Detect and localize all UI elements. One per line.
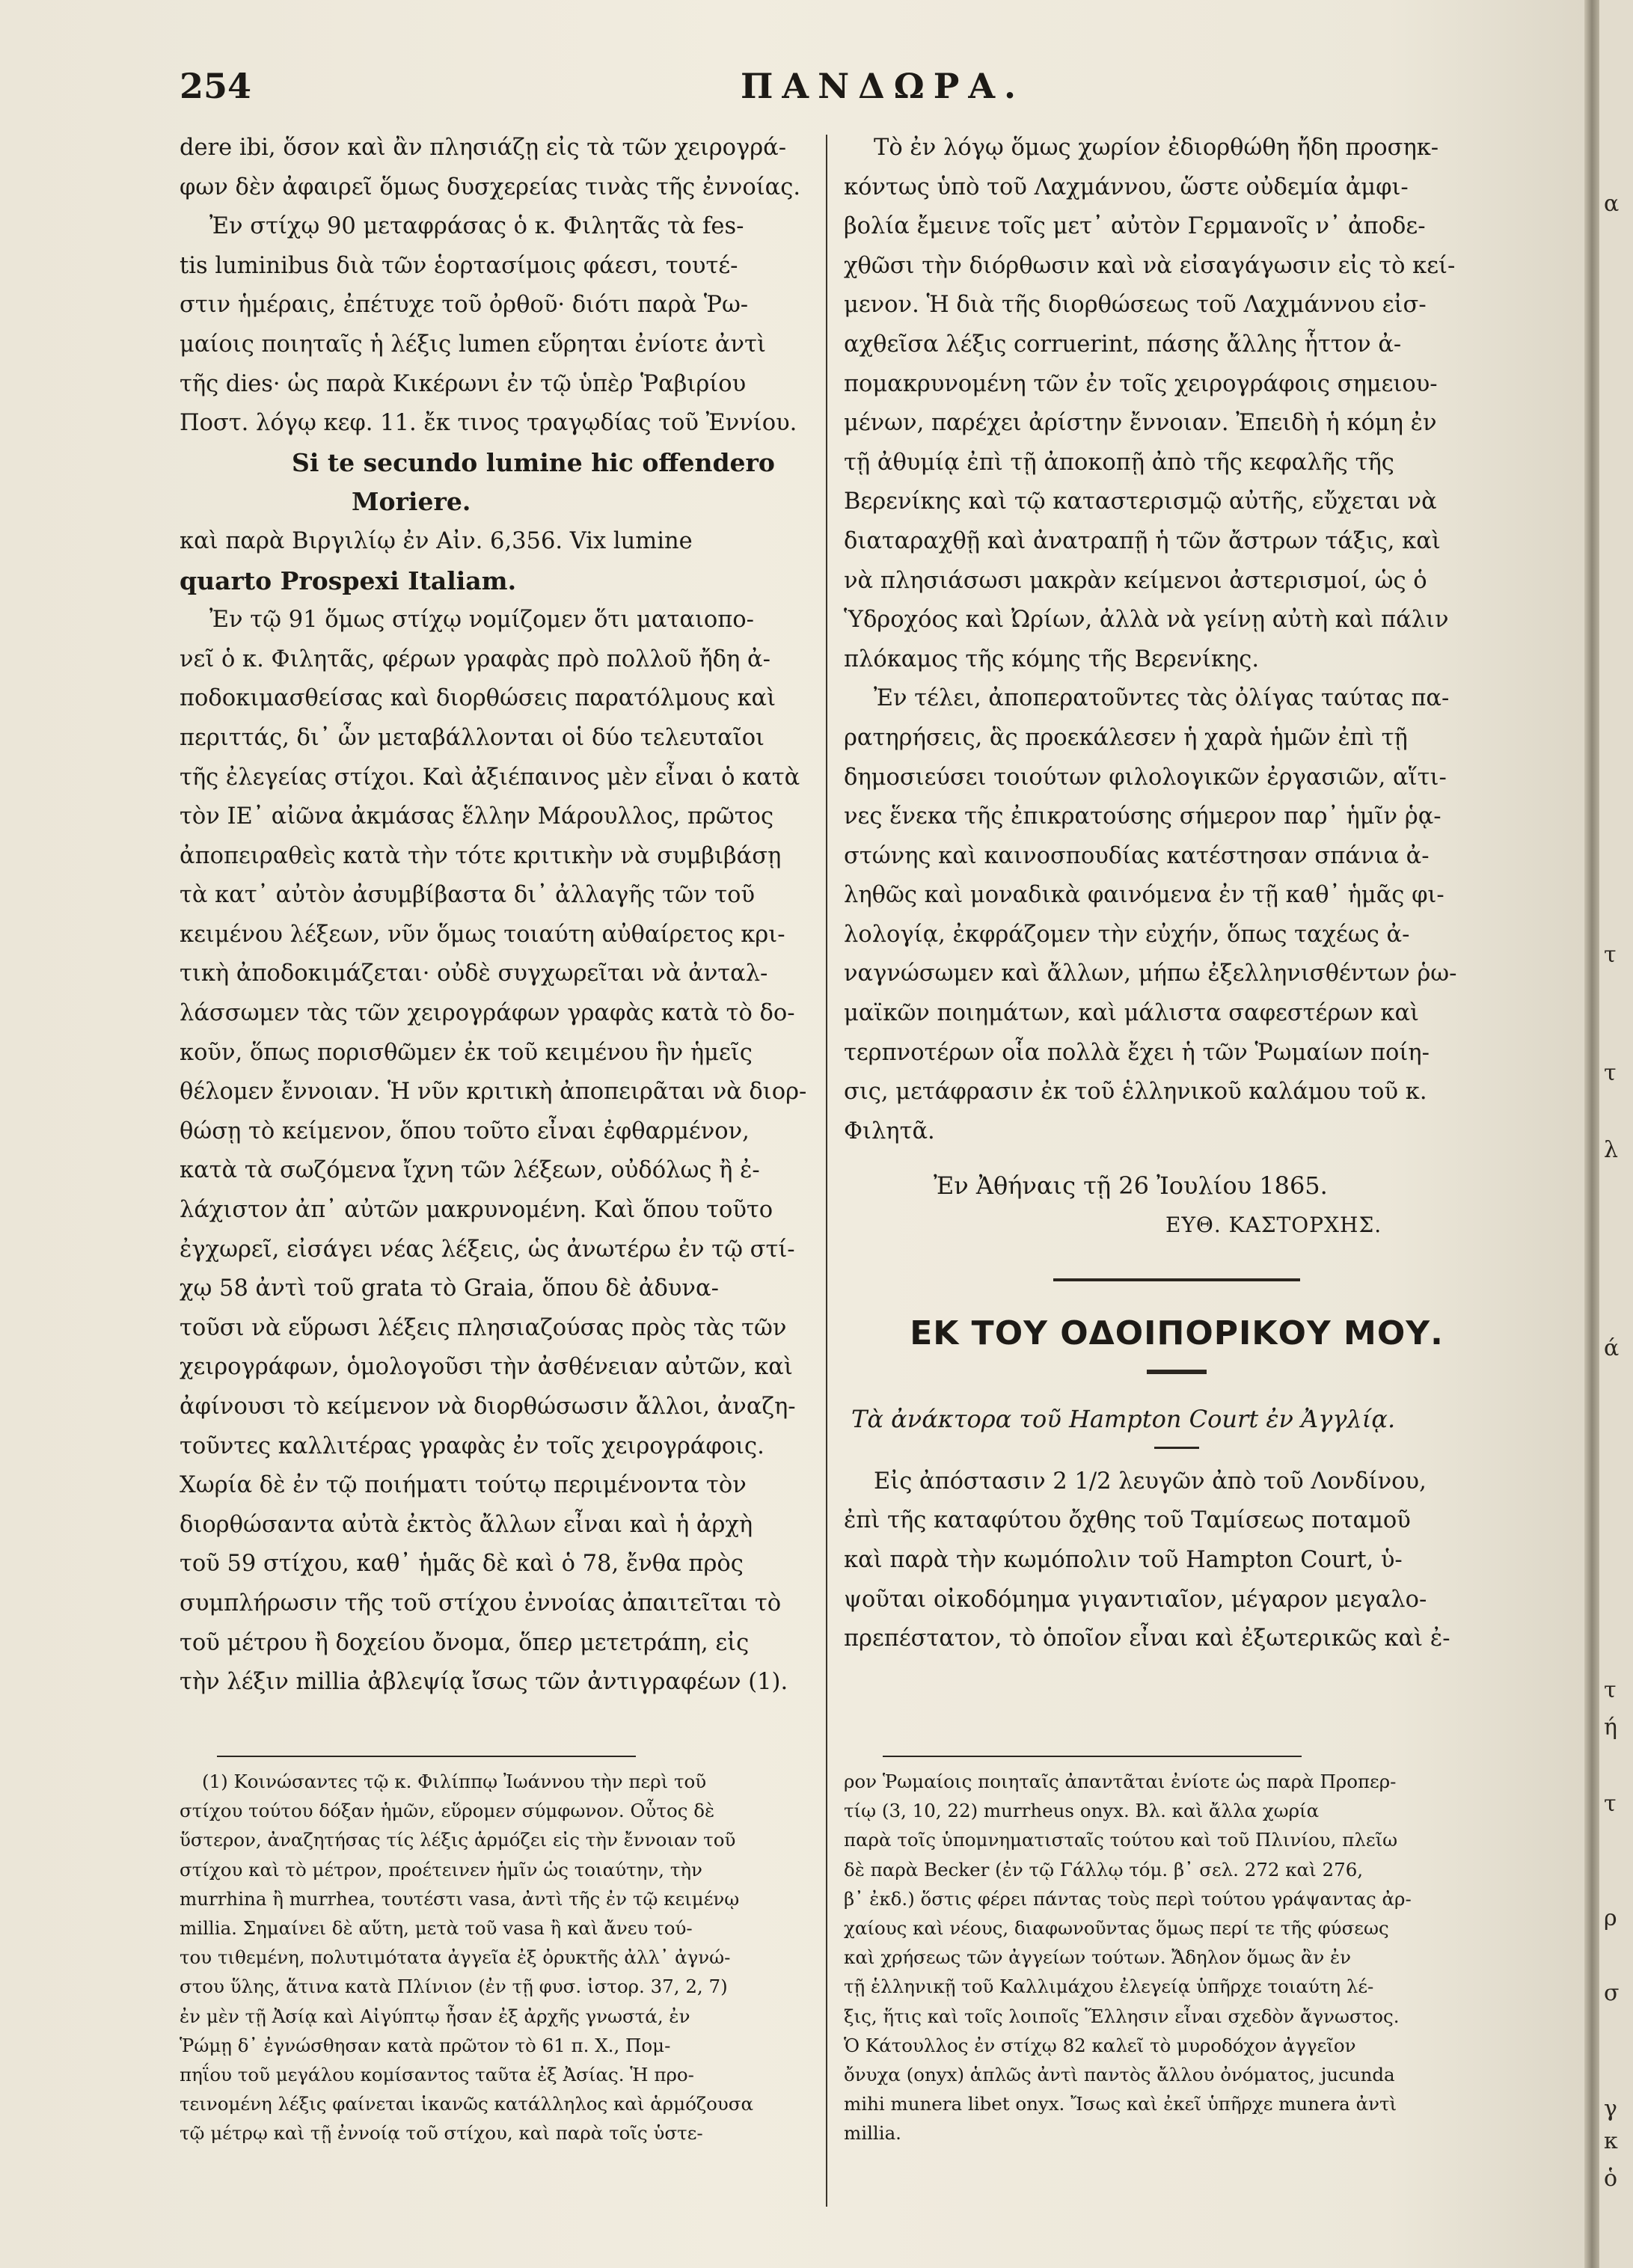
text-line: θέλομεν ἔννοιαν. Ἡ νῦν κριτικὴ ἀποπειρᾶται νὰ διορ- [180,1079,807,1106]
margin-fragment: τ [1604,1060,1617,1086]
margin-fragment: τ [1604,1791,1617,1817]
text-line: διαταραχθῇ καὶ ἀνατραπῇ ἡ τῶν ἄστρων τάξις, καὶ [844,527,1441,554]
footnote-line: mihi munera libet onyx. Ἴσως καὶ ἐκεῖ ὑπῆρχε munera ἀντὶ [844,2093,1397,2115]
text-line: ἀποπειραθεὶς κατὰ τὴν τότε κριτικὴν νὰ συμβιβάσῃ [180,842,782,869]
ornament-rule [1154,1447,1199,1449]
footnote-line: χαίους καὶ νέους, διαφωνοῦντας ὅμως περί τε τῆς φύσεως [844,1917,1389,1940]
text-line: καὶ παρὰ τὴν κωμόπολιν τοῦ Hampton Court, ὑ- [844,1547,1403,1573]
footnote-line: millia. [844,2122,901,2145]
next-page-edge [1599,0,1633,2268]
footnote-line: murrhina ἢ murrhea, τουτέστι vasa, ἀντὶ τῆς ἐν τῷ κειμένῳ [180,1887,740,1910]
text-line: δημοσιεύσει τοιούτων φιλολογικῶν ἐργασιῶν, αἵτι- [844,764,1447,791]
footnote-line: στου ὕλης, ἅτινα κατὰ Πλίνιον (ἐν τῇ φυσ. ἱστορ. 37, 2, 7) [180,1976,728,1998]
text-line: ἐπὶ τῆς καταφύτου ὄχθης τοῦ Ταμίσεως ποταμοῦ [844,1507,1411,1534]
footnote-line: ἐν μὲν τῇ Ἀσίᾳ καὶ Αἰγύπτῳ ἦσαν ἐξ ἀρχῆς γνωστά, ἐν [180,2005,690,2027]
text-line: χῳ 58 ἀντὶ τοῦ grata τὸ Graia, ὅπου δὲ ἀδυνα- [180,1275,719,1302]
verse-quote: Moriere. [352,487,471,517]
text-line: ναγνώσωμεν καὶ ἄλλων, μήπω ἐξελληνισθέντων ῥω- [844,960,1457,987]
text-line: ψοῦται οἰκοδόμημα γιγαντιαῖον, μέγαρον μεγαλο- [844,1586,1427,1613]
text-line: τῆς dies· ὡς παρὰ Κικέρωνι ἐν τῷ ὑπὲρ Ῥαβιρίου [180,370,747,397]
text-line: τοῦσι νὰ εὕρωσι λέξεις πλησιαζούσας πρὸς τὰς τῶν [180,1314,787,1341]
footnote-line: β᾽ ἐκδ.) ὅστις φέρει πάντας τοὺς περὶ τούτου γράψαντας ἀρ- [844,1887,1412,1910]
footnote-line: Ῥώμῃ δ᾽ ἐγνώσθησαν κατὰ πρῶτον τὸ 61 π. Χ., Πομ- [180,2034,671,2056]
author-signature: ΕΥΘ. ΚΑΣΤΟΡΧΗΣ. [1165,1213,1382,1238]
margin-fragment: ρ [1604,1905,1617,1931]
footnote-line: millia. Σημαίνει δὲ αὕτη, μετὰ τοῦ vasa ἢ καὶ ἄνευ τού- [180,1917,693,1940]
text-line: ἐγχωρεῖ, εἰσάγει νέας λέξεις, ὡς ἀνωτέρω ἐν τῷ στί- [180,1236,795,1263]
text-line: τὰ κατ᾽ αὐτὸν ἀσυμβίβαστα δι᾽ ἀλλαγῆς τῶν τοῦ [180,882,755,909]
footnote-line: του τιθεμένη, πολυτιμότατα ἀγγεῖα ἐξ ὀρυκτῆς ἀλλ᾽ ἀγνώ- [180,1946,731,1969]
text-line: στιν ἡμέραις, ἐπέτυχε τοῦ ὀρθοῦ· διότι παρὰ Ῥω- [180,292,749,319]
page-number: 254 [180,66,252,106]
footnote-line: καὶ χρήσεως τῶν ἀγγείων τούτων. Ἄδηλον ὅμως ἂν ἐν [844,1946,1352,1969]
dateline: Ἐν Ἀθήναις τῇ 26 Ἰουλίου 1865. [934,1171,1328,1201]
text-line: Ἐν τέλει, ἀποπερατοῦντες τὰς ὀλίγας ταύτας πα- [874,685,1450,712]
text-line: Χωρία δὲ ἐν τῷ ποιήματι τούτῳ περιμένοντα τὸν [180,1472,747,1499]
text-line: τερπνοτέρων οἷα πολλὰ ἔχει ἡ τῶν Ῥωμαίων ποίη- [844,1039,1430,1066]
text-line: λάσσωμεν τὰς τῶν χειρογράφων γραφὰς κατὰ τὸ δο- [180,1000,795,1027]
text-line: τῆς ἐλεγείας στίχοι. Καὶ ἀξιέπαινος μὲν εἶναι ὁ κατὰ [180,764,800,791]
text-line: συμπλήρωσιν τῆς τοῦ στίχου ἐννοίας ἀπαιτεῖται τὸ [180,1590,782,1616]
text-line: νεῖ ὁ κ. Φιλητᾶς, φέρων γραφὰς πρὸ πολλοῦ ἤδη ἀ- [180,646,770,672]
text-line: ἀφίνουσι τὸ κείμενον νὰ διορθώσωσιν ἄλλοι, ἀναζη- [180,1394,796,1420]
footnote-line: στίχου καὶ τὸ μέτρον, προέτεινεν ἡμῖν ὡς τοιαύτην, τὴν [180,1858,702,1881]
latin-quote: quarto Prospexi Italiam. [180,566,517,595]
footnote-line: ξις, ἥτις καὶ τοῖς λοιποῖς Ἕλλησιν εἶναι σχεδὸν ἄγνωστος. [844,2005,1400,2027]
verse-quote: Si te secundo lumine hic offendero [292,447,775,477]
margin-fragment: ὁ [1604,2166,1618,2192]
footnote-line: τεινομένη λέξις φαίνεται ἱκανῶς κατάλληλος καὶ ἁρμόζουσα [180,2093,754,2115]
text-line: πλόκαμος τῆς κόμης τῆς Βερενίκης. [844,646,1260,672]
margin-fragment: τ [1604,942,1617,968]
text-line: τοῦ μέτρου ἢ δοχείου ὄνομα, ὅπερ μετετράπη, εἰς [180,1629,750,1656]
text-line: μαϊκῶν ποιημάτων, καὶ μάλιστα σαφεστέρων καὶ [844,1000,1420,1027]
text-line: Τὸ ἐν λόγῳ ὅμως χωρίον ἐδιορθώθη ἤδη προσηκ- [874,135,1439,161]
text-line: πρεπέστατον, τὸ ὁποῖον εἶναι καὶ ἐξωτερικῶς καὶ ἐ- [844,1625,1450,1652]
page-header [180,66,1586,112]
footnote-line: πηΐου τοῦ μεγάλου κομίσαντος ταῦτα ἐξ Ἀσίας. Ἡ προ- [180,2064,694,2086]
text-line: νὰ πλησιάσωσι μακρὰν κείμενοι ἀστερισμοί, ὡς ὁ [844,567,1427,594]
footnote-right [844,1767,1506,2148]
text-line: διορθώσαντα αὐτὰ ἐκτὸς ἄλλων εἶναι καὶ ἡ ἀρχὴ [180,1511,753,1538]
text-line: Ποστ. λόγῳ κεφ. 11. ἔκ τινος τραγῳδίας τοῦ Ἐννίου. [180,410,797,437]
text-line: πομακρυνομένη τῶν ἐν τοῖς χειρογράφοις σημειου- [844,370,1438,397]
margin-fragment: ή [1604,1714,1617,1741]
text-line: dere ibi, ὅσον καὶ ἂν πλησιάζῃ εἰς τὰ τῶν χειρογρά- [180,135,787,161]
text-line: Βερενίκης καὶ τῷ καταστερισμῷ αὐτῆς, εὔχεται νὰ [844,488,1437,515]
text-line: μενον. Ἡ διὰ τῆς διορθώσεως τοῦ Λαχμάννου εἰσ- [844,292,1427,319]
footnote-left [180,1767,808,2148]
margin-fragment: κ [1604,2128,1618,2154]
ornament-rule [1147,1370,1207,1374]
text-line: κόντως ὑπὸ τοῦ Λαχμάννου, ὥστε οὐδεμία ἀμφι- [844,174,1409,200]
text-line: ρατηρήσεις, ἃς προεκάλεσεν ἡ χαρὰ ἡμῶν ἐπὶ τῇ [844,724,1408,751]
section-title: ΕΚ ΤΟΥ ΟΔΟΙΠΟΡΙΚΟΥ ΜΟΥ. [910,1314,1444,1352]
text-line: αχθεῖσα λέξις corruerint, πάσης ἄλλης ἧττον ἀ- [844,331,1402,358]
text-line: κειμένου λέξεων, νῦν ὅμως τοιαύτη αὐθαίρετος κρι- [180,921,785,948]
text-line: ποδοκιμασθείσας καὶ διορθώσεις παρατόλμους καὶ [180,685,776,712]
text-line: ληθῶς καὶ μοναδικὰ φαινόμενα ἐν τῇ καθ᾽ ἡμᾶς φι- [844,882,1444,909]
text-line: τοῦντες καλλιτέρας γραφὰς ἐν τοῖς χειρογράφοις. [180,1432,765,1459]
text-line: τὴν λέξιν millia ἀβλεψίᾳ ἴσως τῶν ἀντιγραφέων (1). [180,1669,788,1696]
footnote-line: τῷ μέτρῳ καὶ τῇ ἐννοίᾳ τοῦ στίχου, καὶ παρὰ τοῖς ὑστε- [180,2122,703,2145]
margin-fragment: τ [1604,1677,1617,1703]
footnote-line: (1) Κοινώσαντες τῷ κ. Φιλίππῳ Ἰωάννου τὴν περὶ τοῦ [202,1771,707,1792]
text-line: βολία ἔμεινε τοῖς μετ᾽ αὐτὸν Γερμανοῖς ν᾽ ἀποδε- [844,213,1426,240]
margin-fragment: λ [1604,1137,1619,1163]
text-line: κατὰ τὰ σωζόμενα ἴχνη τῶν λέξεων, οὐδόλως ἢ ἐ- [180,1157,760,1184]
text-line: Ἐν τῷ 91 ὅμως στίχῳ νομίζομεν ὅτι ματαιοπο- [209,607,754,634]
margin-fragment: σ [1604,1980,1620,2006]
running-title: ΠΑΝΔΩΡΑ. [740,66,1026,106]
text-line: μαίοις ποιηταῖς ἡ λέξις lumen εὕρηται ἐνίοτε ἀντὶ [180,331,766,358]
margin-fragment: α [1604,191,1620,217]
text-line: μένων, παρέχει ἀρίστην ἔννοιαν. Ἐπειδὴ ἡ κόμη ἐν [844,410,1437,437]
left-column [180,129,838,1702]
text-line: κοῦν, ὅπως πορισθῶμεν ἐκ τοῦ κειμένου ἣν ἡμεῖς [180,1039,753,1066]
footnote-rule [883,1756,1302,1757]
text-line: θώσῃ τὸ κείμενον, ὅπου τοῦτο εἶναι ἐφθαρμένον, [180,1118,750,1144]
text-line: τῇ ἀθυμίᾳ ἐπὶ τῇ ἀποκοπῇ ἀπὸ τῆς κεφαλῆς τῆς [844,449,1394,476]
text-line: νες ἕνεκα τῆς ἐπικρατούσης σήμερον παρ᾽ ἡμῖν ῥᾳ- [844,803,1441,830]
footnote-line: δὲ παρὰ Becker (ἐν τῷ Γάλλῳ τόμ. β᾽ σελ. 272 καὶ 276, [844,1858,1364,1881]
margin-fragment: γ [1604,2096,1617,2122]
text-line: λολογίᾳ, ἐκφράζομεν τὴν εὐχήν, ὅπως ταχέως ἀ- [844,921,1410,948]
book-gutter [1584,0,1599,2268]
text-line: καὶ παρὰ Βιργιλίῳ ἐν Αἰν. 6,356. Vix lumine [180,527,693,554]
footnote-line: ρον Ῥωμαίοις ποιηταῖς ἀπαντᾶται ἐνίοτε ὡς παρὰ Προπερ- [844,1771,1397,1792]
footnote-line: Ὁ Κάτουλλος ἐν στίχῳ 82 καλεῖ τὸ μυροδόχον ἀγγεῖον [844,2034,1356,2056]
right-column [844,129,1510,1659]
footnote-line: ὄνυχα (onyx) ἁπλῶς ἀντὶ παντὸς ἄλλου ὀνόματος, jucunda [844,2064,1395,2086]
text-line: φων δὲν ἀφαιρεῖ ὅμως δυσχερείας τινὰς τῆς ἐννοίας. [180,174,801,200]
text-line: χειρογράφων, ὁμολογοῦσι τὴν ἀσθένειαν αὐτῶν, καὶ [180,1354,793,1381]
section-divider [1053,1278,1300,1281]
text-line: σις, μετάφρασιν ἐκ τοῦ ἑλληνικοῦ καλάμου τοῦ κ. [844,1079,1427,1106]
section-subtitle: Τὰ ἀνάκτορα τοῦ Hampton Court ἐν Ἀγγλίᾳ. [851,1405,1396,1434]
text-line: τικὴ ἀποδοκιμάζεται· οὐδὲ συγχωρεῖται νὰ ἀνταλ- [180,960,768,987]
text-line: Ὑδροχόος καὶ Ὠρίων, ἀλλὰ νὰ γείνῃ αὐτὴ καὶ πάλιν [844,607,1449,634]
text-line: Ἐν στίχῳ 90 μεταφράσας ὁ κ. Φιλητᾶς τὰ fes- [209,213,744,240]
text-line: στώνης καὶ καινοσπουδίας κατέστησαν σπάνια ἀ- [844,842,1430,869]
footnote-rule [217,1756,636,1757]
footnote-line: τίῳ (3, 10, 22) murrheus onyx. Βλ. καὶ ἄλλα χωρία [844,1800,1320,1822]
text-line: λάχιστον ἀπ᾽ αὐτῶν μακρυνομένη. Καὶ ὅπου τοῦτο [180,1197,773,1224]
text-line: χθῶσι τὴν διόρθωσιν καὶ νὰ εἰσαγάγωσιν εἰς τὸ κεί- [844,252,1456,279]
margin-fragment: ά [1604,1335,1620,1361]
text-line: Εἰς ἀπόστασιν 2 1/2 λευγῶν ἀπὸ τοῦ Λονδίνου, [874,1468,1427,1495]
text-line: τοῦ 59 στίχου, καθ᾽ ἡμᾶς δὲ καὶ ὁ 78, ἔνθα πρὸς [180,1551,744,1578]
footnote-line: τῇ ἑλληνικῇ τοῦ Καλλιμάχου ἐλεγείᾳ ὑπῆρχε τοιαύτη λέ- [844,1976,1374,1998]
text-line: τὸν ΙΕ᾽ αἰῶνα ἀκμάσας ἕλλην Μάρουλλος, πρῶτος [180,803,774,830]
text-line: Φιλητᾶ. [844,1118,935,1144]
footnote-line: στίχου τούτου δόξαν ἡμῶν, εὕρομεν σύμφωνον. Οὗτος δὲ [180,1800,715,1822]
footnote-line: ὕστερον, ἀναζητήσας τίς λέξις ἁρμόζει εἰς τὴν ἔννοιαν τοῦ [180,1829,736,1851]
text-line: περιττάς, δι᾽ ὧν μεταβάλλονται οἱ δύο τελευταῖοι [180,724,765,751]
text-line: tis luminibus διὰ τῶν ἑορτασίμοις φάεσι, τουτέ- [180,252,738,279]
footnote-line: παρὰ τοῖς ὑπομνηματισταῖς τούτου καὶ τοῦ Πλινίου, πλεῖω [844,1829,1398,1851]
